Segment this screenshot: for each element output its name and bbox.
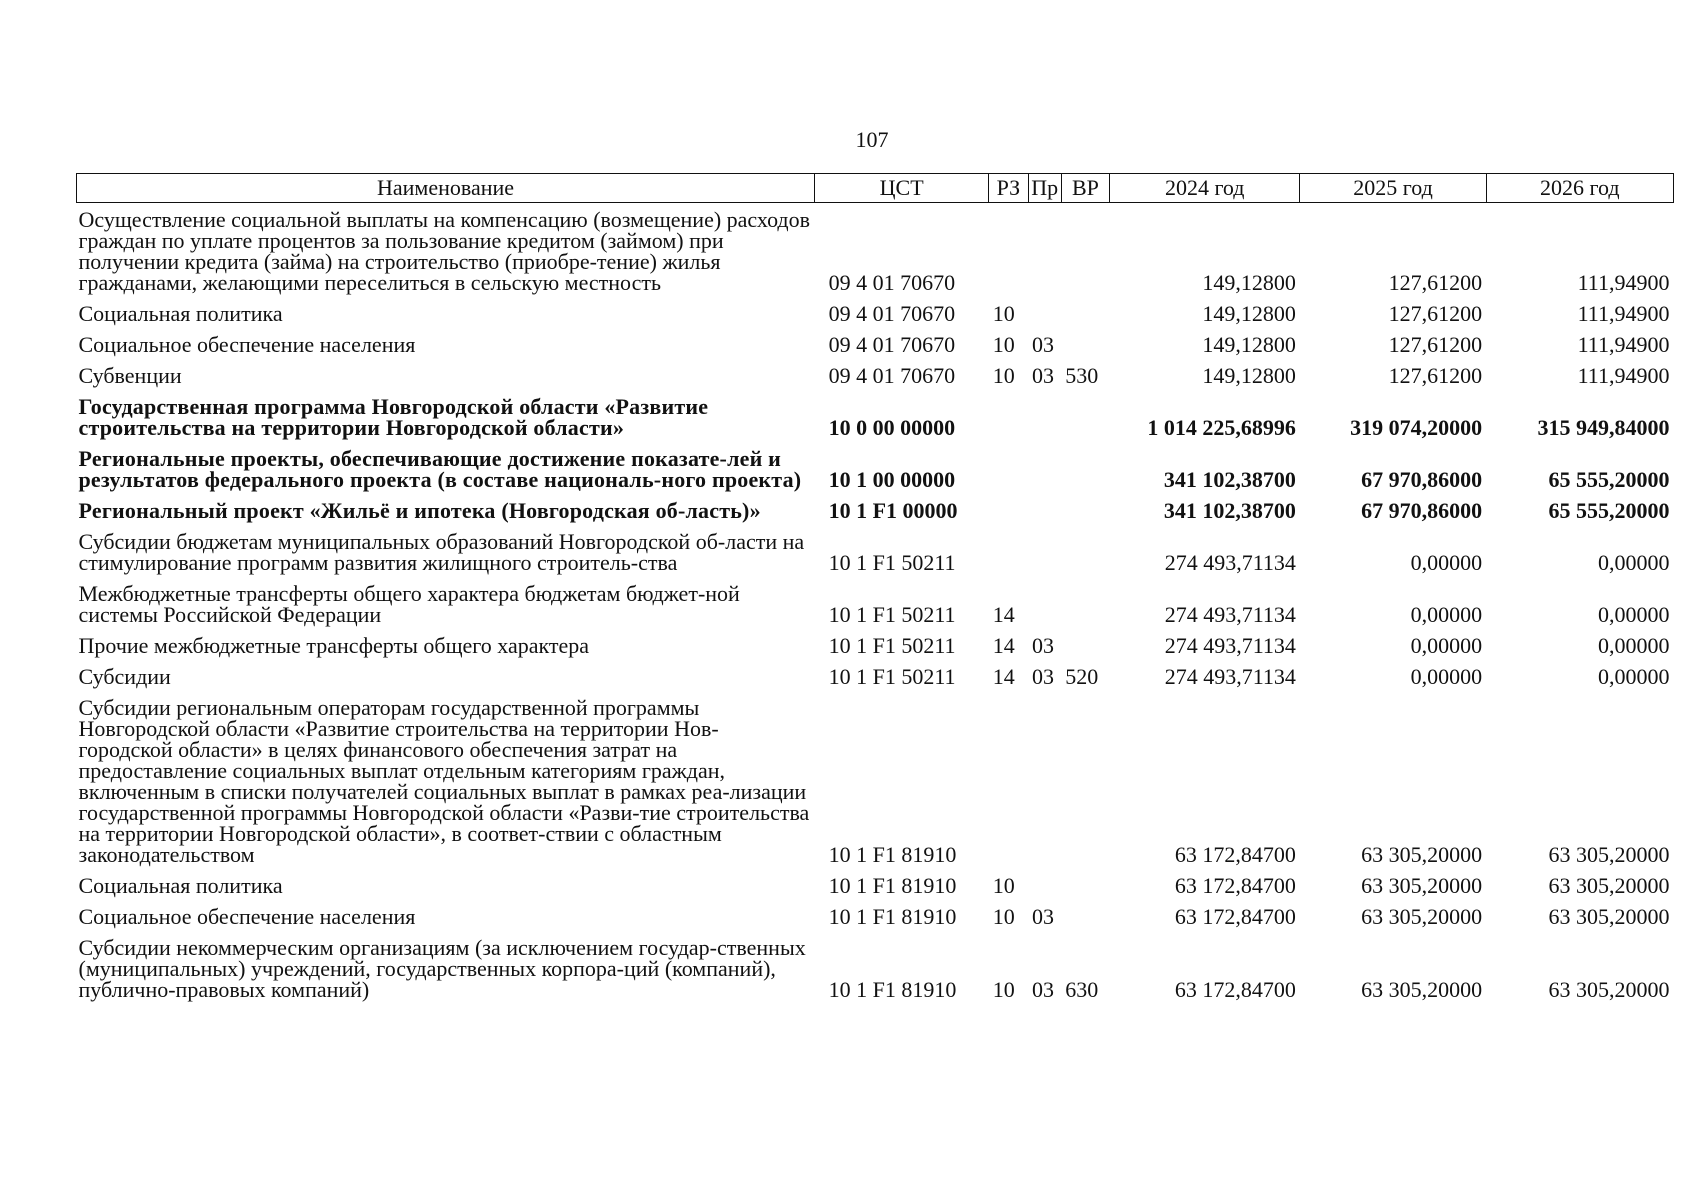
row-amount-2026: 111,94900: [1577, 301, 1670, 326]
row-rz: 10: [992, 977, 1015, 1002]
row-amount-2026: 111,94900: [1577, 332, 1670, 357]
row-amount-2024: 63 172,84700: [1174, 904, 1296, 929]
row-rz: [989, 203, 1028, 298]
row-cst: 09 4 01 70670: [828, 270, 956, 295]
row-amount-2026: 63 305,20000: [1548, 977, 1670, 1002]
row-rz: 10: [992, 301, 1015, 326]
row-amount-2024: 274 493,71134: [1164, 550, 1296, 575]
row-name: Субвенции: [78, 363, 182, 388]
row-vr: 630: [1065, 977, 1099, 1002]
row-amount-2025: 127,61200: [1388, 363, 1483, 388]
row-cst: 10 1 F1 81910: [828, 904, 957, 929]
row-amount-2026: 63 305,20000: [1548, 873, 1670, 898]
row-vr: [1061, 390, 1109, 442]
header-rz: РЗ: [989, 174, 1028, 203]
table-row: [77, 297, 1674, 328]
table-row: [77, 525, 1674, 577]
row-name: Региональный проект «Жильё и ипотека (Новгородская об-ласть)»: [78, 498, 761, 523]
row-amount-2026: 111,94900: [1577, 363, 1670, 388]
row-amount-2024: 149,12800: [1202, 332, 1296, 357]
row-pr: [1028, 390, 1061, 442]
row-amount-2024: 63 172,84700: [1174, 842, 1296, 867]
row-rz: 14: [992, 664, 1015, 689]
row-rz: [989, 494, 1028, 525]
table-row: [77, 869, 1674, 900]
row-pr: [1028, 691, 1061, 869]
table-row: [77, 691, 1674, 869]
header-year-2025: 2025 год: [1300, 174, 1486, 203]
row-rz: 10: [992, 363, 1015, 388]
row-cst: 10 0 00 00000: [828, 415, 956, 440]
row-amount-2024: 149,12800: [1202, 363, 1296, 388]
table-body: [77, 203, 1674, 1005]
row-amount-2024: 341 102,38700: [1163, 498, 1296, 523]
row-pr: 03: [1032, 904, 1055, 929]
row-cst: 10 1 F1 81910: [828, 873, 957, 898]
table-row: [77, 203, 1674, 298]
table-row: [77, 629, 1674, 660]
table-row: [77, 900, 1674, 931]
row-amount-2024: 149,12800: [1202, 301, 1296, 326]
row-rz: [989, 390, 1028, 442]
row-rz: [989, 442, 1028, 494]
row-name: Прочие межбюджетные трансферты общего характера: [78, 633, 590, 658]
row-name: Осуществление социальной выплаты на компенсацию (возмещение) расходов граждан по уплате процентов за пользование кредитом (займом) при получении кредита (займа) на строительство (приобре-тение) жилья гражданами, желающими переселиться в сельскую местность: [78, 207, 811, 295]
row-amount-2025: 63 305,20000: [1361, 904, 1483, 929]
row-vr: [1061, 442, 1109, 494]
row-amount-2025: 0,00000: [1410, 550, 1483, 575]
row-rz: 10: [992, 904, 1015, 929]
row-amount-2024: 149,12800: [1202, 270, 1296, 295]
table-header: [77, 174, 1674, 203]
row-cst: 10 1 F1 81910: [828, 977, 957, 1002]
row-rz: 14: [992, 633, 1015, 658]
row-cst: 10 1 00 00000: [828, 467, 956, 492]
table-row: [77, 328, 1674, 359]
row-cst: 10 1 F1 50211: [828, 602, 956, 627]
row-name: Социальная политика: [78, 301, 283, 326]
row-amount-2025: 0,00000: [1410, 664, 1483, 689]
row-amount-2026: 0,00000: [1598, 633, 1670, 658]
row-pr: 03: [1032, 977, 1055, 1002]
row-pr: [1028, 577, 1061, 629]
row-vr: [1061, 577, 1109, 629]
budget-table-container: [76, 173, 1674, 1004]
row-amount-2025: 67 970,86000: [1361, 467, 1483, 492]
row-vr: 520: [1065, 664, 1099, 689]
row-rz: 10: [992, 873, 1015, 898]
table-row: [77, 359, 1674, 390]
row-pr: 03: [1032, 363, 1055, 388]
row-name: Социальное обеспечение населения: [78, 332, 416, 357]
row-cst: 10 1 F1 81910: [828, 842, 957, 867]
page-number: 107: [855, 127, 889, 152]
row-amount-2026: 65 555,20000: [1548, 467, 1670, 492]
row-amount-2026: 111,94900: [1577, 270, 1670, 295]
header-cst: ЦСТ: [815, 174, 989, 203]
row-amount-2024: 63 172,84700: [1174, 873, 1296, 898]
row-name: Субсидии некоммерческим организациям (за исключением государ-ственных (муниципальных) учреждений, государственных корпора-ций (компаний), публично-правовых компаний): [78, 935, 806, 1002]
row-cst: 10 1 F1 50211: [828, 550, 956, 575]
row-amount-2024: 274 493,71134: [1164, 633, 1296, 658]
row-pr: [1028, 494, 1061, 525]
row-amount-2026: 63 305,20000: [1548, 904, 1670, 929]
header-name: Наименование: [77, 174, 815, 203]
row-amount-2024: 341 102,38700: [1163, 467, 1296, 492]
row-pr: [1028, 525, 1061, 577]
row-amount-2026: 65 555,20000: [1548, 498, 1670, 523]
row-name: Социальная политика: [78, 873, 283, 898]
row-amount-2025: 127,61200: [1388, 270, 1483, 295]
row-amount-2026: 315 949,84000: [1537, 415, 1670, 440]
header-year-2024: 2024 год: [1110, 174, 1300, 203]
row-vr: [1061, 525, 1109, 577]
header-vr: ВР: [1061, 174, 1109, 203]
row-vr: [1061, 629, 1109, 660]
row-cst: 10 1 F1 50211: [828, 633, 956, 658]
header-year-2026: 2026 год: [1486, 174, 1673, 203]
row-vr: [1061, 900, 1109, 931]
row-cst: 09 4 01 70670: [828, 332, 956, 357]
row-name: Региональные проекты, обеспечивающие достижение показате-лей и результатов федерального проекта (в составе националь-ного проекта): [78, 446, 802, 492]
row-cst: 10 1 F1 00000: [828, 498, 958, 523]
row-name: Межбюджетные трансферты общего характера бюджетам бюджет-ной системы Российской Федерации: [78, 581, 740, 627]
row-amount-2024: 63 172,84700: [1174, 977, 1296, 1002]
table-row: [77, 660, 1674, 691]
row-amount-2024: 274 493,71134: [1164, 664, 1296, 689]
row-pr: 03: [1032, 332, 1055, 357]
row-amount-2025: 127,61200: [1388, 332, 1483, 357]
row-name: Субсидии бюджетам муниципальных образований Новгородской об-ласти на стимулирование программ развития жилищного строитель-ства: [78, 529, 805, 575]
row-cst: 09 4 01 70670: [828, 363, 956, 388]
row-vr: [1061, 328, 1109, 359]
row-amount-2026: 63 305,20000: [1548, 842, 1670, 867]
row-pr: [1028, 869, 1061, 900]
row-amount-2024: 1 014 225,68996: [1147, 415, 1296, 440]
row-amount-2024: 274 493,71134: [1164, 602, 1296, 627]
row-vr: [1061, 203, 1109, 298]
row-vr: [1061, 869, 1109, 900]
row-rz: [989, 525, 1028, 577]
header-row: [77, 174, 1674, 203]
row-amount-2026: 0,00000: [1598, 664, 1670, 689]
row-pr: 03: [1032, 664, 1055, 689]
table-row: [77, 442, 1674, 494]
table-row: [77, 494, 1674, 525]
budget-table: [76, 173, 1674, 1004]
row-amount-2026: 0,00000: [1598, 550, 1670, 575]
row-vr: 530: [1065, 363, 1099, 388]
row-amount-2025: 0,00000: [1410, 602, 1483, 627]
table-row: [77, 390, 1674, 442]
row-vr: [1061, 297, 1109, 328]
row-amount-2025: 127,61200: [1388, 301, 1483, 326]
row-vr: [1061, 494, 1109, 525]
row-cst: 10 1 F1 50211: [828, 664, 956, 689]
header-pr: Пр: [1028, 174, 1061, 203]
row-amount-2025: 63 305,20000: [1361, 977, 1483, 1002]
row-amount-2026: 0,00000: [1598, 602, 1670, 627]
row-amount-2025: 0,00000: [1410, 633, 1483, 658]
row-rz: [989, 691, 1028, 869]
row-rz: 14: [992, 602, 1015, 627]
row-pr: [1028, 297, 1061, 328]
row-pr: [1028, 442, 1061, 494]
row-amount-2025: 67 970,86000: [1361, 498, 1483, 523]
row-amount-2025: 63 305,20000: [1361, 842, 1483, 867]
row-rz: 10: [992, 332, 1015, 357]
row-name: Государственная программа Новгородской области «Развитие строительства на территории Новгородской области»: [78, 394, 709, 440]
row-pr: 03: [1032, 633, 1055, 658]
table-row: [77, 577, 1674, 629]
row-name: Субсидии: [78, 664, 171, 689]
row-amount-2025: 319 074,20000: [1350, 415, 1483, 440]
row-amount-2025: 63 305,20000: [1361, 873, 1483, 898]
row-name: Социальное обеспечение населения: [78, 904, 416, 929]
row-name: Субсидии региональным операторам государственной программы Новгородской области «Развитие строительства на территории Нов-городской области» в целях финансового обеспечения затрат на предоставление социальных выплат отдельным категориям граждан, включенным в списки получателей социальных выплат в рамках реа-лизации государственной программы Новгородской области «Разви-тие строительства на территории Новгородской области», в соответ-ствии с областным законодательством: [78, 695, 810, 867]
table-row: [77, 931, 1674, 1004]
row-pr: [1028, 203, 1061, 298]
row-cst: 09 4 01 70670: [828, 301, 956, 326]
row-vr: [1061, 691, 1109, 869]
